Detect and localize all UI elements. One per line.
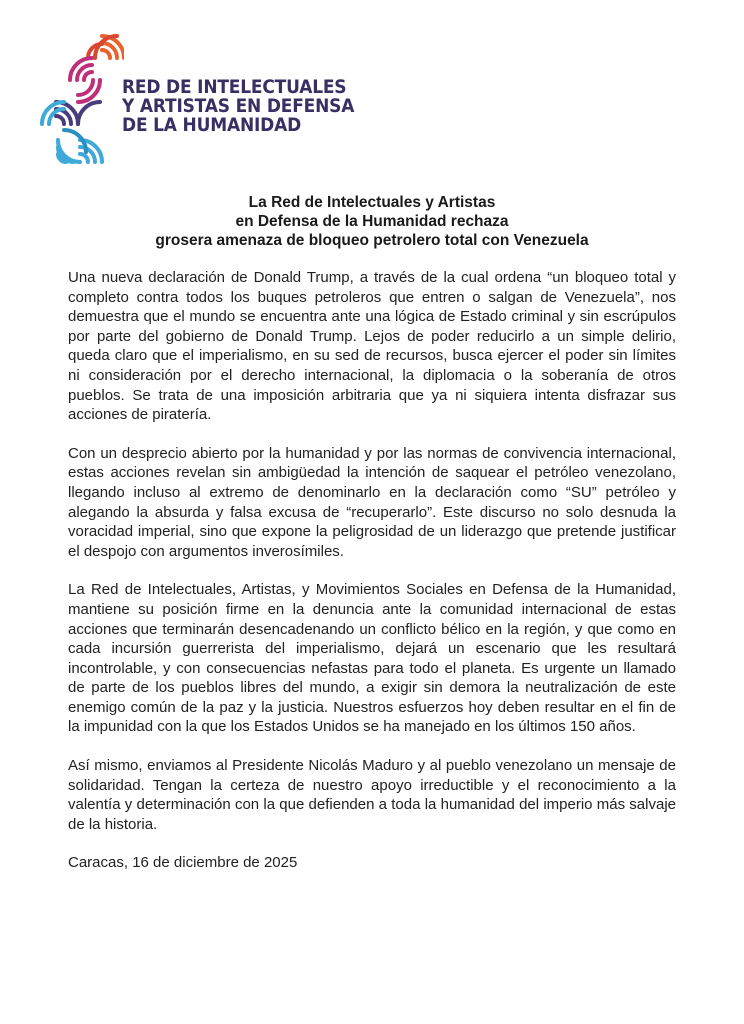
logo-line-3: DE LA HUMANIDAD (122, 115, 302, 136)
logo-wordmark (122, 78, 354, 135)
logo-emblem-icon (40, 30, 124, 175)
document-title (40, 193, 704, 250)
title-line-2: en Defensa de la Humanidad rechaza (235, 213, 509, 230)
date-line: Caracas, 16 de diciembre de 2025 (68, 854, 298, 872)
paragraph-3: La Red de Intelectuales, Artistas, y Movimientos Sociales en Defensa de la Humanidad, mantiene su posición firme en la denuncia ante la comunidad internacional de estas acciones que terminarán desencadenando un conflicto bélico en la región, y que como en cada incursión guerrerista del imperialismo, dejará un escenario que les resultará incontrolable, y con consecuencias nefastas para todo el planeta. Es urgente un llamado de parte de los pueblos libres del mundo, a exigir sin demora la neutralización de este enemigo común de la paz y la justicia. Nuestros esfuerzos hoy deben resultar en el fin de la impunidad con la que los Estados Unidos se ha manejado en los últimos 150 años. (68, 581, 676, 736)
title-line-3: grosera amenaza de bloqueo petrolero total con Venezuela (155, 232, 589, 249)
paragraph-2: Con un desprecio abierto por la humanidad y por las normas de convivencia internacional, estas acciones revelan sin ambigüedad la intención de saquear el petróleo venezolano, llegando incluso al extremo de denominarlo en la declaración como “SU” petróleo y alegando la absurda y falsa excusa de “recuperarlo”. Este discurso no solo desnuda la voracidad imperial, sino que expone la peligrosidad de un liderazgo que pretende justificar el despojo con argumentos inverosímiles. (68, 444, 676, 560)
organization-logo (40, 30, 355, 180)
logo-line-1: RED DE INTELECTUALES (122, 77, 347, 98)
logo-line-2: Y ARTISTAS EN DEFENSA (122, 96, 355, 117)
document-body (68, 268, 676, 892)
paragraph-4: Así mismo, enviamos al Presidente Nicolás Maduro y al pueblo venezolano un mensaje de solidaridad. Tengan la certeza de nuestro apoyo irreductible y el reconocimiento a la valentía y determinación con la que defienden a toda la humanidad del imperio más salvaje de la historia. (68, 757, 676, 833)
paragraph-1: Una nueva declaración de Donald Trump, a través de la cual ordena “un bloqueo total y completo contra todos los buques petroleros que entren o salgan de Venezuela”, nos demuestra que el mundo se encuentra ante una lógica de Estado criminal y sin escrúpulos por parte del gobierno de Donald Trump. Lejos de poder reducirlo a un simple delirio, queda claro que el imperialismo, en su sed de recursos, busca ejercer el poder sin límites ni consideración por el derecho internacional, la diplomacia o la soberanía de otros pueblos. Se trata de una imposición arbitraria que ya ni siquiera intenta disfrazar sus acciones de piratería. (68, 269, 676, 424)
title-line-1: La Red de Intelectuales y Artistas (248, 194, 496, 211)
